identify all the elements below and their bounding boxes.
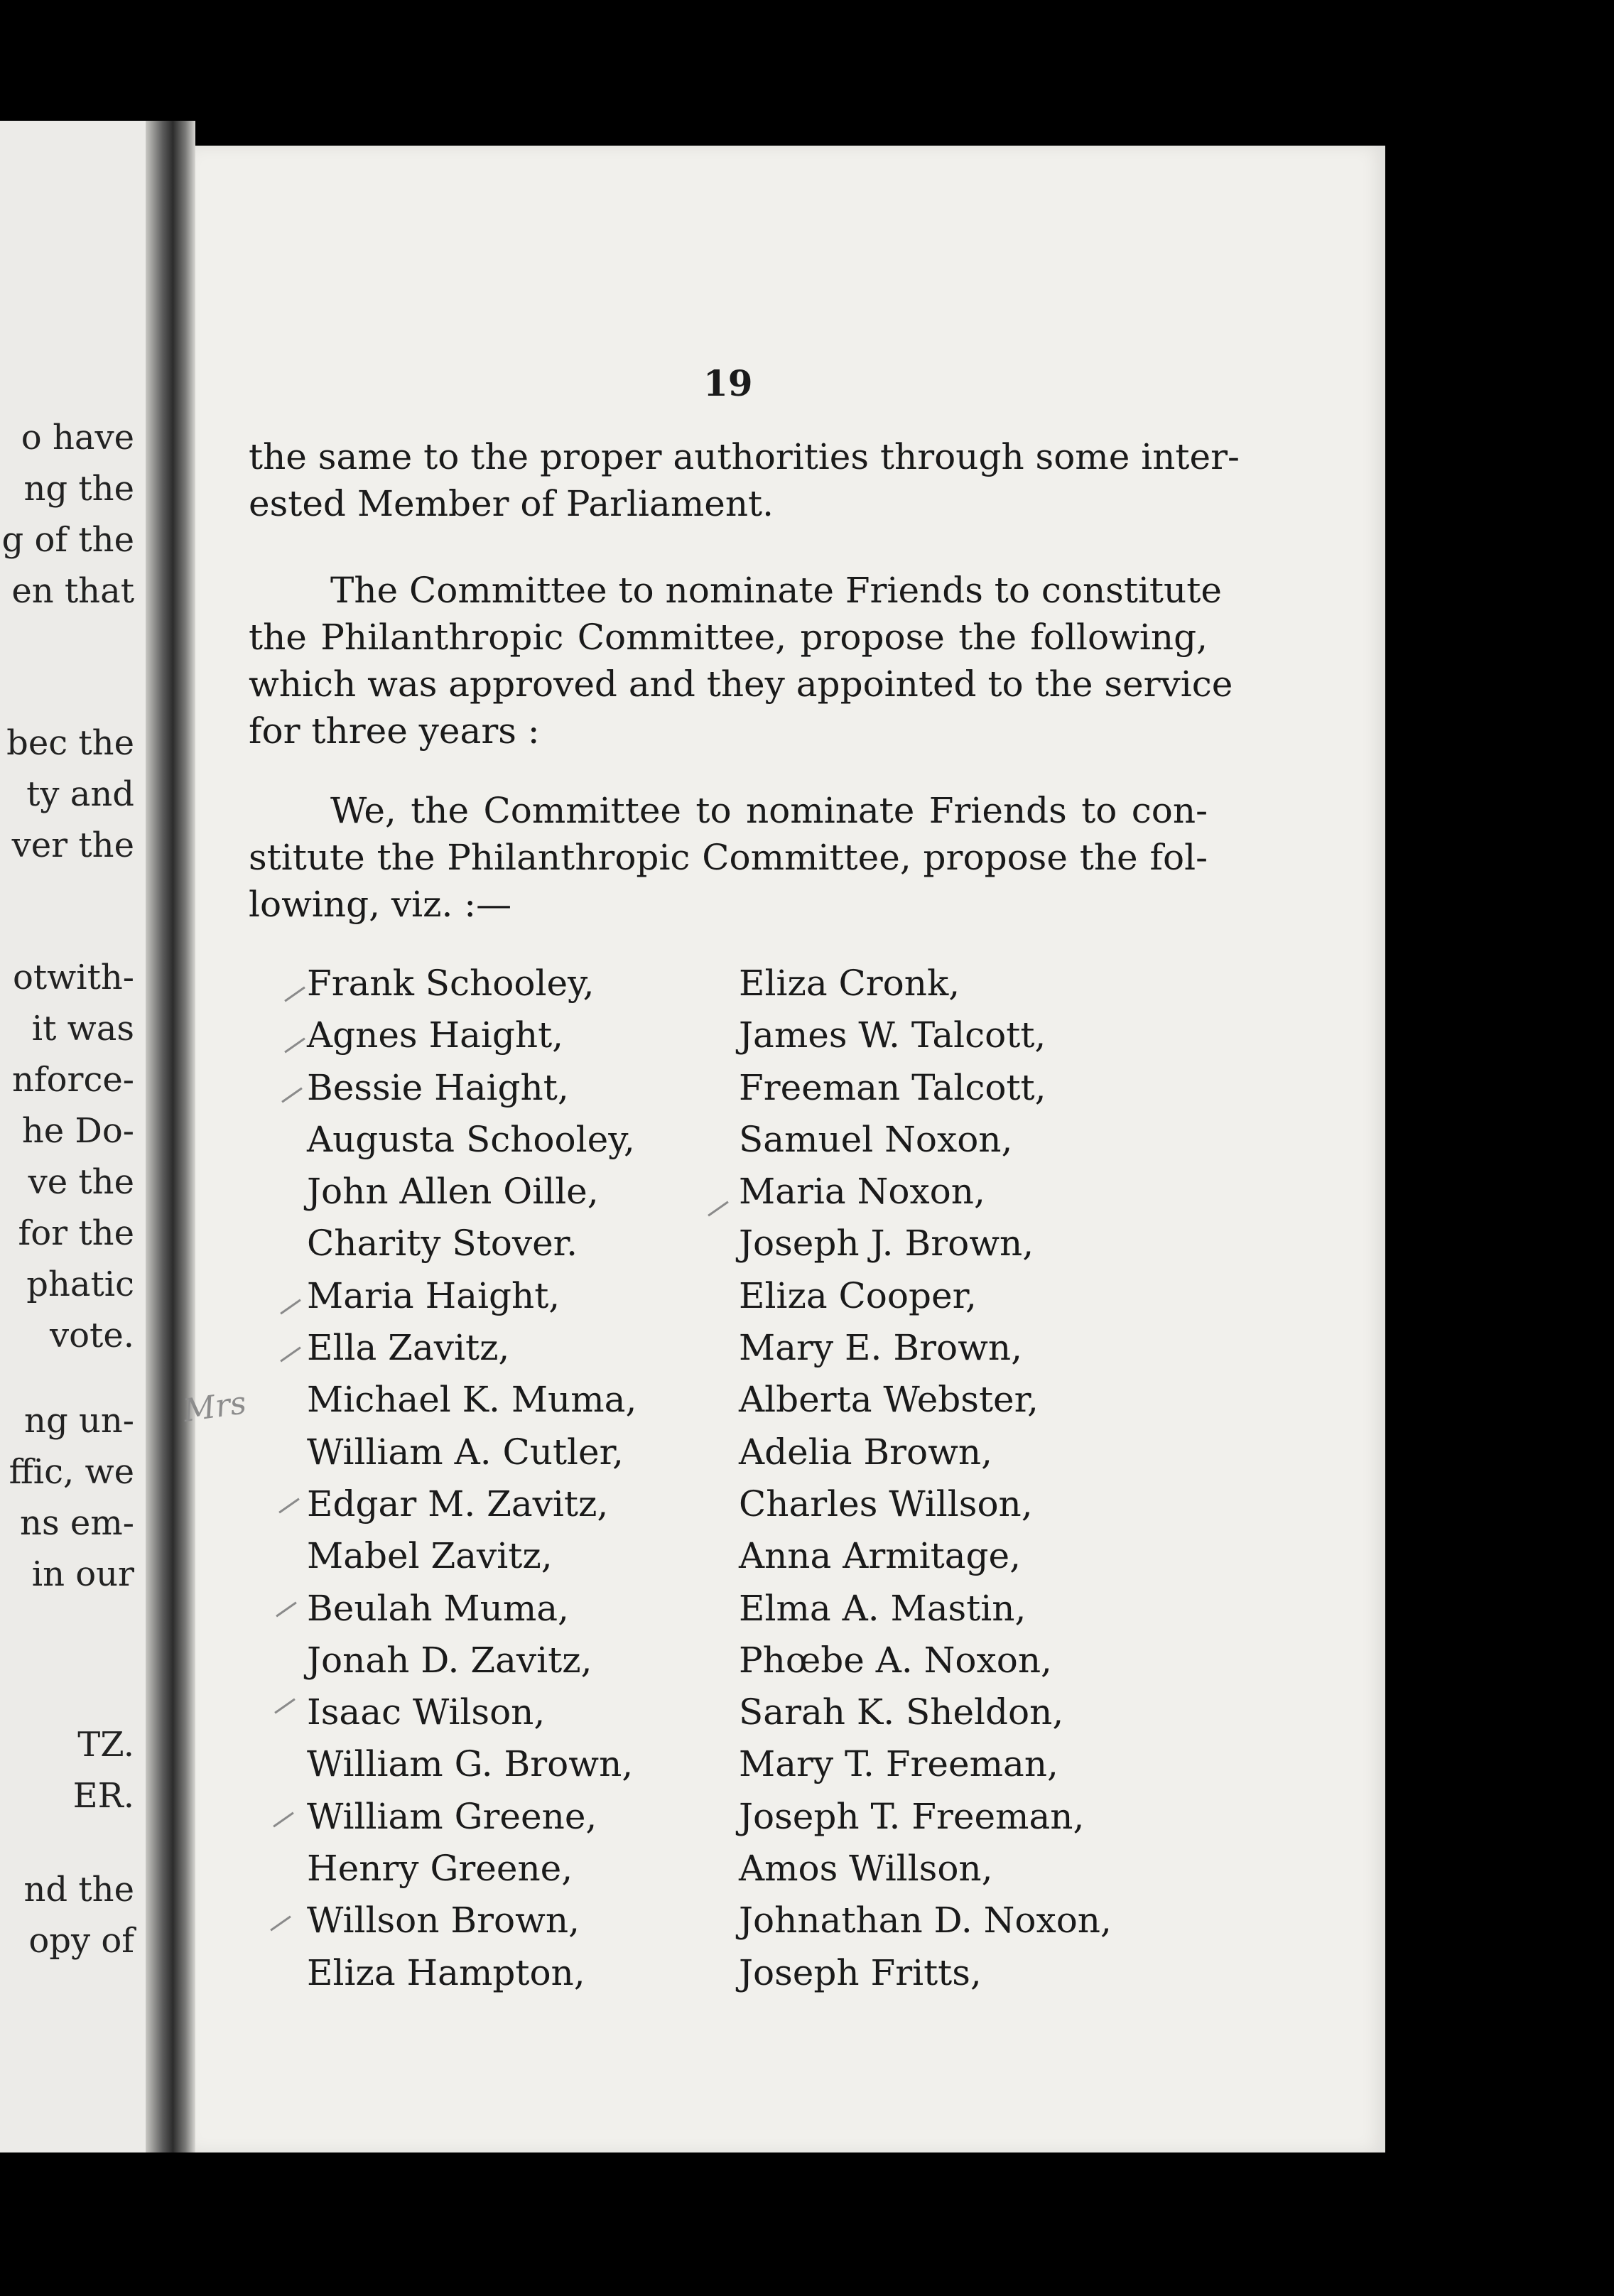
left-page-line: in our xyxy=(31,1554,134,1594)
list-item: Beulah Muma, xyxy=(307,1587,569,1629)
list-item: Elma A. Mastin, xyxy=(739,1587,1027,1629)
left-page-line: ns em- xyxy=(20,1503,134,1543)
list-item: Eliza Cooper, xyxy=(739,1274,977,1316)
list-item: Phœbe A. Noxon, xyxy=(739,1639,1052,1681)
left-page-line: he Do- xyxy=(21,1111,134,1151)
list-item: William G. Brown, xyxy=(307,1743,634,1785)
paragraph-continuation xyxy=(249,433,1240,527)
list-item: Johnathan D. Noxon, xyxy=(739,1900,1112,1942)
list-item: Mabel Zavitz, xyxy=(307,1535,553,1577)
left-page-line: ve the xyxy=(28,1162,134,1202)
list-item: Agnes Haight, xyxy=(307,1014,564,1056)
list-item: James W. Talcott, xyxy=(739,1014,1046,1056)
left-page-line: ffic, we xyxy=(9,1452,134,1492)
list-item: Mary T. Freeman, xyxy=(739,1743,1058,1785)
paragraph-committee-report xyxy=(249,567,1233,754)
left-page-line: for the xyxy=(18,1213,134,1253)
names-list-left xyxy=(307,958,637,1999)
list-item: Jonah D. Zavitz, xyxy=(307,1639,592,1681)
list-item: Adelia Brown, xyxy=(739,1431,993,1473)
text-line: the same to the proper authorities through some inter- xyxy=(249,436,1240,477)
list-item: Mary E. Brown, xyxy=(739,1327,1022,1369)
list-item: Augusta Schooley, xyxy=(307,1118,635,1160)
list-item: Willson Brown, xyxy=(307,1900,580,1942)
list-item: Michael K. Muma, xyxy=(307,1379,637,1421)
left-page-line: o have xyxy=(21,418,134,457)
left-page-line: bec the xyxy=(6,723,134,763)
list-item: Freeman Talcott, xyxy=(739,1066,1046,1108)
list-item: Anna Armitage, xyxy=(739,1535,1022,1577)
text-line: which was approved and they appointed to the service xyxy=(249,664,1233,705)
list-item: Isaac Wilson, xyxy=(307,1691,546,1733)
left-page-line: ver the xyxy=(11,825,134,865)
left-page-line: vote. xyxy=(50,1316,134,1355)
list-item: Amos Willson, xyxy=(739,1848,993,1890)
text-line: stitute the Philanthropic Committee, propose the fol- xyxy=(249,837,1208,878)
left-page-line: nd the xyxy=(23,1870,134,1910)
list-item: Maria Noxon, xyxy=(739,1171,985,1213)
left-page-line: ng un- xyxy=(24,1401,134,1441)
list-item: Samuel Noxon, xyxy=(739,1118,1013,1160)
left-page-line: it was xyxy=(31,1009,134,1049)
left-page-line: en that xyxy=(11,571,134,611)
left-page-line: ty and xyxy=(26,774,134,814)
names-list-right xyxy=(739,958,1112,1999)
text-line: ested Member of Parliament. xyxy=(249,483,774,524)
list-item: Edgar M. Zavitz, xyxy=(307,1483,609,1525)
left-page-line: TZ. xyxy=(77,1725,134,1765)
list-item: Eliza Hampton, xyxy=(307,1951,585,1993)
left-page-line: ng the xyxy=(23,469,134,509)
text-line: The Committee to nominate Friends to constitute xyxy=(330,570,1222,611)
text-line: for three years : xyxy=(249,710,540,752)
list-item: Henry Greene, xyxy=(307,1848,573,1890)
list-item: Joseph Fritts, xyxy=(739,1951,982,1993)
page-number: 19 xyxy=(703,362,753,404)
list-item: Eliza Cronk, xyxy=(739,963,960,1004)
list-item: Joseph J. Brown, xyxy=(739,1223,1034,1265)
list-item: Charity Stover. xyxy=(307,1223,578,1265)
list-item: Ella Zavitz, xyxy=(307,1327,510,1369)
paragraph-nomination xyxy=(249,787,1208,928)
left-page-line: g of the xyxy=(1,520,134,560)
book-gutter xyxy=(146,121,195,2152)
list-item: Sarah K. Sheldon, xyxy=(739,1691,1064,1733)
list-item: William A. Cutler, xyxy=(307,1431,624,1473)
left-page-line: opy of xyxy=(28,1921,134,1961)
list-item: Bessie Haight, xyxy=(307,1066,569,1108)
text-line: We, the Committee to nominate Friends to con- xyxy=(330,790,1208,831)
list-item: Maria Haight, xyxy=(307,1274,560,1316)
text-line: the Philanthropic Committee, propose the following, xyxy=(249,617,1208,658)
left-page-line: ER. xyxy=(72,1776,134,1816)
list-item: Charles Willson, xyxy=(739,1483,1033,1525)
list-item: John Allen Oille, xyxy=(307,1171,599,1213)
list-item: Joseph T. Freeman, xyxy=(739,1795,1085,1837)
left-page-line: otwith- xyxy=(12,958,134,997)
list-item: Alberta Webster, xyxy=(739,1379,1039,1421)
adjacent-page-fragment xyxy=(0,121,146,2152)
list-item: William Greene, xyxy=(307,1795,597,1837)
left-page-line: nforce- xyxy=(11,1060,134,1100)
list-item: Frank Schooley, xyxy=(307,963,595,1004)
pencil-annotation: Mrs xyxy=(180,1385,249,1429)
text-line: lowing, viz. :— xyxy=(249,884,512,925)
left-page-line: phatic xyxy=(26,1265,134,1304)
